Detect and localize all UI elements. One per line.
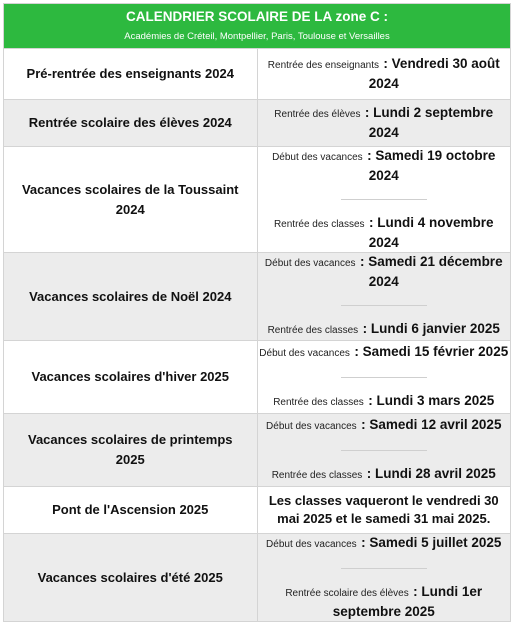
period-dates [257, 341, 511, 414]
date-value: Samedi 21 décembre 2024 [368, 254, 503, 289]
date-caption: Rentrée des classes [273, 396, 364, 408]
date-value: Lundi 1er septembre 2025 [332, 584, 483, 619]
entry-divider [341, 305, 427, 306]
entry-divider [341, 568, 427, 569]
table-row [4, 534, 511, 622]
date-entry [258, 55, 511, 93]
calendar-title: CALENDRIER SCOLAIRE DE LA zone C : [125, 8, 388, 24]
table-row [4, 49, 511, 100]
date-colon: : [361, 535, 370, 550]
date-caption: Rentrée des classes [273, 219, 365, 230]
date-caption: Rentrée des enseignants [267, 60, 379, 71]
date-entry [258, 416, 511, 436]
date-colon: : [364, 105, 374, 120]
entry-divider [341, 377, 427, 378]
date-colon: : [413, 584, 422, 599]
table-row [4, 414, 511, 487]
table-header [4, 4, 511, 49]
date-entry [258, 465, 511, 485]
period-dates [257, 253, 511, 341]
date-entry [258, 147, 511, 185]
date-caption: Début des vacances [264, 258, 356, 269]
date-value: Lundi 2 septembre 2024 [368, 105, 494, 140]
date-value: Vendredi 30 août 2024 [368, 56, 500, 91]
table-row [4, 487, 511, 534]
date-caption: Rentrée des classes [271, 469, 363, 481]
date-entry [258, 104, 511, 142]
table-header-row [4, 4, 511, 49]
date-caption: Rentrée des élèves [274, 109, 361, 120]
date-value: Samedi 19 octobre 2024 [368, 148, 496, 183]
date-colon: : [366, 465, 375, 481]
date-caption: Début des vacances [266, 420, 357, 432]
date-entry [258, 253, 511, 291]
academies-subtitle: Académies de Créteil, Montpellier, Paris, Toulouse et Versailles [124, 30, 390, 42]
period-label: Vacances scolaires de la Toussaint 2024 [4, 147, 258, 253]
date-value: Lundi 3 mars 2025 [376, 392, 495, 408]
period-label: Vacances scolaires de Noël 2024 [4, 253, 258, 341]
date-value: Lundi 28 avril 2025 [375, 465, 496, 481]
date-caption: Rentrée scolaire des élèves [285, 588, 409, 599]
date-caption: Début des vacances [272, 152, 363, 163]
table-row [4, 253, 511, 341]
ascension-note: Les classes vaqueront le vendredi 30 mai 2025 et le samedi 31 mai 2025. [257, 487, 511, 534]
date-colon: : [367, 148, 376, 163]
date-entry [258, 392, 511, 412]
period-dates [257, 100, 511, 147]
date-colon: : [354, 343, 363, 359]
date-entry [258, 214, 511, 252]
date-entry [258, 583, 511, 621]
date-colon: : [383, 56, 392, 71]
period-label: Pont de l'Ascension 2025 [4, 487, 258, 534]
date-value: Samedi 12 avril 2025 [369, 416, 502, 432]
period-dates [257, 147, 511, 253]
period-label: Pré-rentrée des enseignants 2024 [4, 49, 258, 100]
date-value: Samedi 5 juillet 2025 [369, 535, 502, 550]
table-row [4, 100, 511, 147]
period-dates [257, 49, 511, 100]
date-entry [258, 534, 511, 554]
date-entry [258, 320, 511, 340]
date-caption: Début des vacances [266, 539, 357, 550]
period-label: Rentrée scolaire des élèves 2024 [4, 100, 258, 147]
entry-divider [341, 450, 427, 451]
period-dates [257, 534, 511, 622]
period-label: Vacances scolaires de printemps 2025 [4, 414, 258, 487]
date-caption: Début des vacances [259, 347, 350, 359]
date-colon: : [362, 321, 371, 336]
table-row [4, 341, 511, 414]
date-colon: : [361, 416, 370, 432]
date-colon: : [360, 254, 369, 269]
date-colon: : [368, 392, 377, 408]
period-label: Vacances scolaires d'été 2025 [4, 534, 258, 622]
date-caption: Rentrée des classes [267, 325, 359, 336]
table-row [4, 147, 511, 253]
date-value: Lundi 6 janvier 2025 [370, 321, 500, 336]
date-value: Samedi 15 février 2025 [362, 343, 509, 359]
calendar-table [3, 3, 511, 622]
date-value: Lundi 4 novembre 2024 [368, 215, 494, 250]
entry-divider [341, 199, 427, 200]
period-dates [257, 414, 511, 487]
date-entry [258, 343, 511, 363]
school-calendar [3, 3, 511, 622]
date-colon: : [369, 215, 378, 230]
period-label: Vacances scolaires d'hiver 2025 [4, 341, 258, 414]
